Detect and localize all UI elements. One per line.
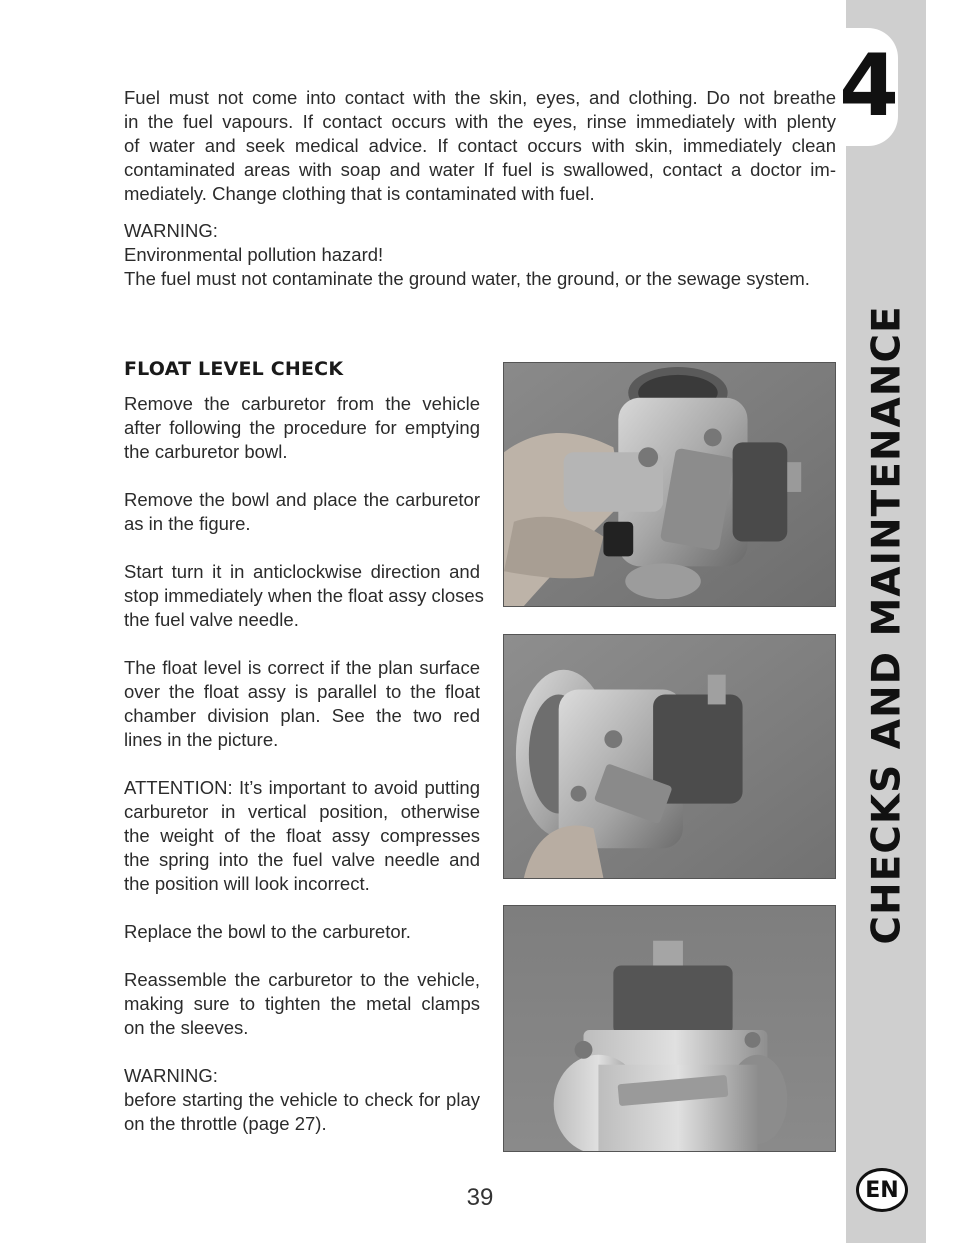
- text-line: on the throttle (page 27).: [124, 1113, 327, 1134]
- text-line: of water and seek medical advice. If contact occurs with skin, immediately clean: [124, 135, 836, 156]
- environmental-warning: [124, 219, 836, 291]
- fuel-safety-paragraph: [124, 86, 836, 206]
- carburetor-photo-float-level: [503, 634, 836, 879]
- text-line: Replace the bowl to the carburetor.: [124, 921, 411, 942]
- text-line: Remove the bowl and place the carburetor: [124, 489, 480, 510]
- text-line: over the float assy is parallel to the float: [124, 681, 480, 702]
- chapter-title: CHECKS AND MAINTENANCE: [864, 305, 910, 945]
- text-line: ATTENTION: It’s important to avoid putting: [124, 777, 480, 798]
- step-remove-carburetor: [124, 392, 480, 464]
- step-replace-bowl: [124, 920, 480, 944]
- text-line: in the fuel vapours. If contact occurs with the eyes, rinse immediately with plenty: [124, 111, 836, 132]
- text-line: contaminated areas with soap and water If fuel is swallowed, contact a doctor im-: [124, 159, 836, 180]
- throttle-warning: [124, 1064, 480, 1136]
- page-number: 39: [466, 1184, 494, 1211]
- text-line: making sure to tighten the metal clamps: [124, 993, 480, 1014]
- warning-line: Environmental pollution hazard!: [124, 244, 384, 265]
- text-line: Start turn it in anticlockwise direction and: [124, 561, 480, 582]
- step-turn-anticlockwise: [124, 560, 484, 632]
- text-line: Fuel must not come into contact with the skin, eyes, and clothing. Do not breathe: [124, 87, 836, 108]
- text-line: the position will look incorrect.: [124, 873, 370, 894]
- text-line: Remove the carburetor from the vehicle: [124, 393, 480, 414]
- text-line: carburetor in vertical position, otherwise: [124, 801, 480, 822]
- text-line: WARNING:: [124, 1065, 218, 1086]
- text-line: chamber division plan. See the two red: [124, 705, 480, 726]
- text-line: as in the figure.: [124, 513, 251, 534]
- language-badge: EN: [856, 1168, 908, 1212]
- warning-label: WARNING:: [124, 220, 218, 241]
- text-line: before starting the vehicle to check for play: [124, 1089, 480, 1110]
- carburetor-photo-hand-held: [503, 362, 836, 607]
- warning-line: The fuel must not contaminate the ground water, the ground, or the sewage system.: [124, 268, 810, 289]
- step-remove-bowl: [124, 488, 480, 536]
- section-heading: FLOAT LEVEL CHECK: [124, 358, 344, 380]
- text-line: the carburetor bowl.: [124, 441, 288, 462]
- chapter-number: 4: [839, 36, 897, 136]
- text-line: after following the procedure for emptying: [124, 417, 480, 438]
- text-line: the spring into the fuel valve needle and: [124, 849, 480, 870]
- text-line: Reassemble the carburetor to the vehicle,: [124, 969, 480, 990]
- text-line: on the sleeves.: [124, 1017, 249, 1038]
- text-line: the weight of the float assy compresses: [124, 825, 480, 846]
- text-line: the fuel valve needle.: [124, 609, 299, 630]
- text-line: stop immediately when the float assy closes: [124, 585, 484, 606]
- text-line: mediately. Change clothing that is contaminated with fuel.: [124, 183, 595, 204]
- step-float-level-correct: [124, 656, 480, 752]
- text-line: The float level is correct if the plan surface: [124, 657, 480, 678]
- step-reassemble: [124, 968, 480, 1040]
- attention-note: [124, 776, 480, 896]
- carburetor-photo-bowl-replaced: [503, 905, 836, 1152]
- text-line: lines in the picture.: [124, 729, 279, 750]
